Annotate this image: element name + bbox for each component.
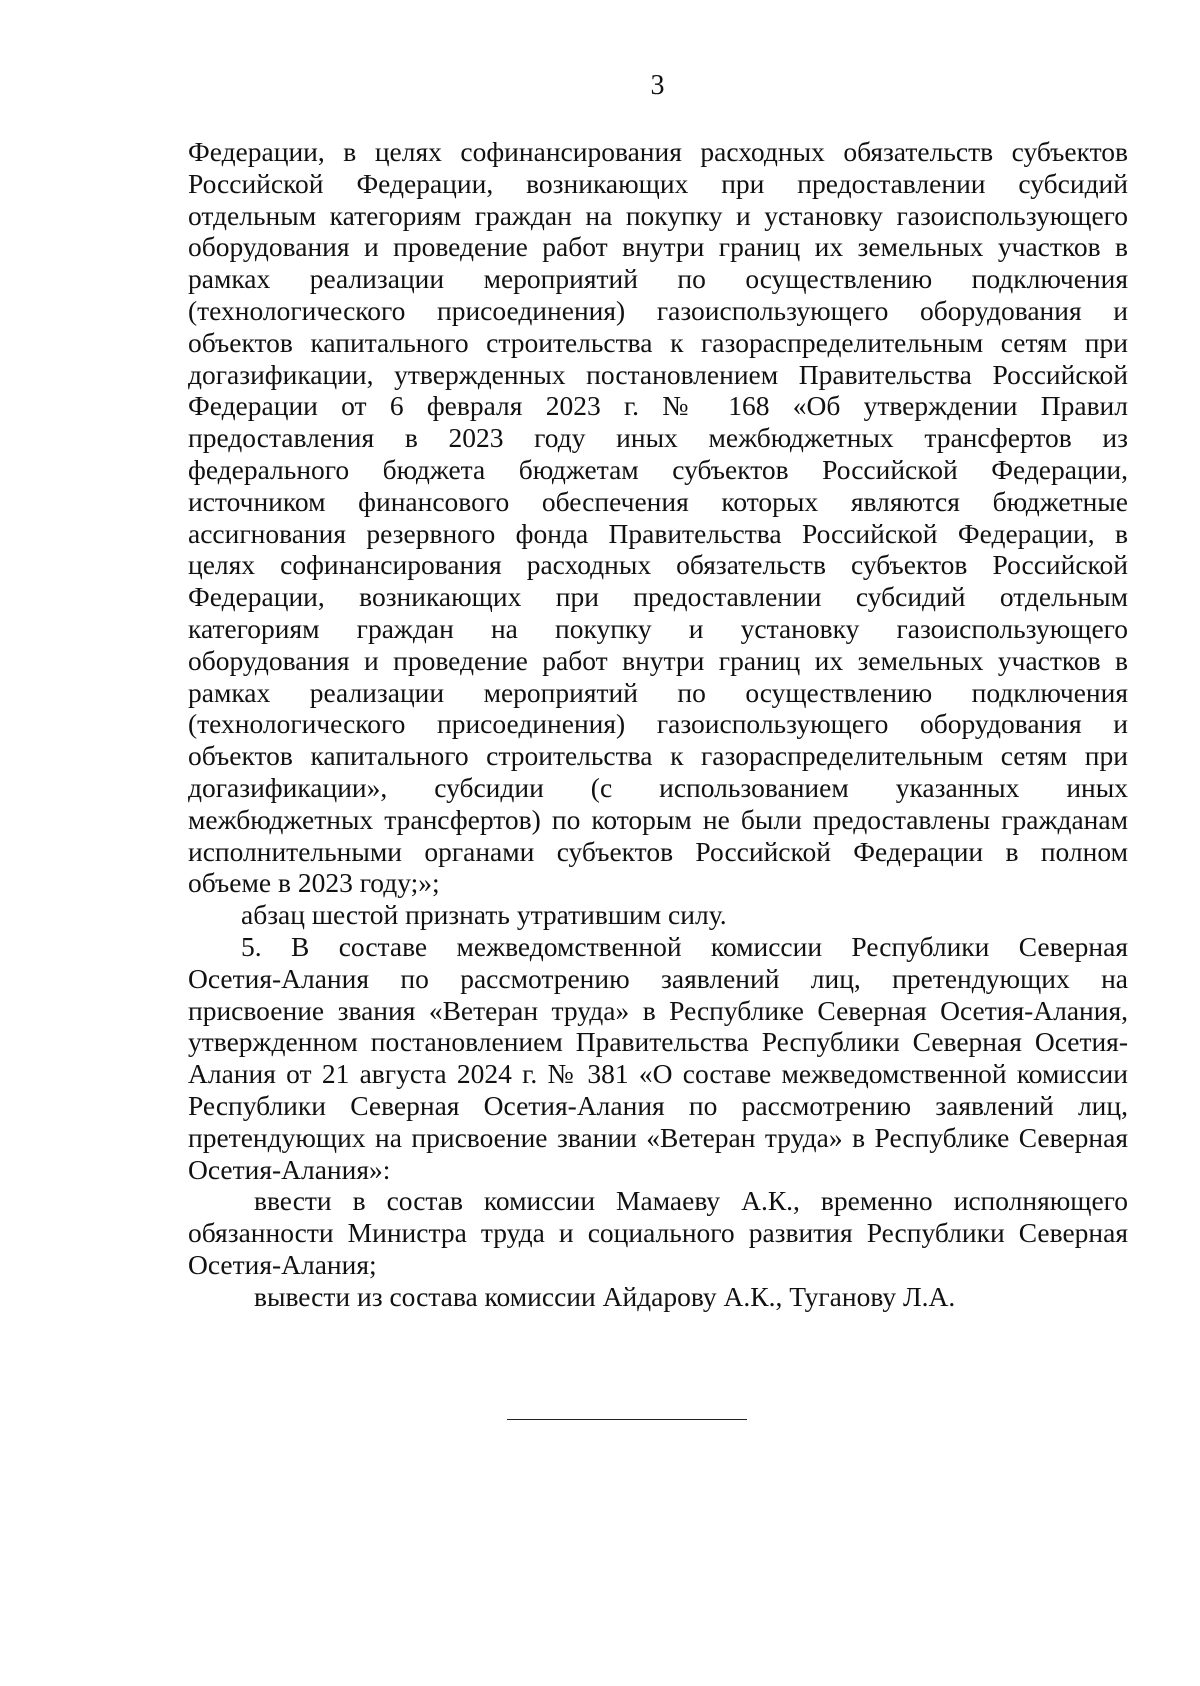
paragraph-item-5: 5. В составе межведомственной комиссии Республики Северная [241, 930, 1128, 962]
text-line: категориям граждан на покупку и установку газоиспользующего [188, 612, 1128, 644]
text-line: предоставления в 2023 году иных межбюджетных трансфертов из [188, 422, 1128, 454]
text-line: оборудования и проведение работ внутри границ их земельных участков в [188, 231, 1128, 263]
text-line: Российской Федерации, возникающих при предоставлении субсидий [188, 167, 1128, 199]
text-line: ассигнования резервного фонда Правительства Российской Федерации, в [188, 517, 1128, 549]
text-line: межбюджетных трансфертов) по которым не были предоставлены гражданам [188, 803, 1128, 835]
text-line: догазификации, утвержденных постановлением Правительства Российской [188, 358, 1128, 390]
text-line: Федерации, в целях софинансирования расходных обязательств субъектов [188, 136, 1128, 167]
text-line: целях софинансирования расходных обязательств субъектов Российской [188, 549, 1128, 581]
text-line: обязанности Министра труда и социального развития Республики Северная [188, 1217, 1128, 1249]
text-line: Федерации от 6 февраля 2023 г. № 168 «Об утверждении Правил [188, 390, 1128, 422]
text-line: Алания от 21 августа 2024 г. № 381 «О составе межведомственной комиссии [188, 1058, 1128, 1090]
text-line: Осетия-Алания; [188, 1248, 377, 1280]
text-line: объеме в 2023 году;»; [188, 867, 440, 899]
text-line: рамках реализации мероприятий по осуществлению подключения [188, 676, 1128, 708]
text-line: оборудования и проведение работ внутри границ их земельных участков в [188, 644, 1128, 676]
page-number: 3 [650, 70, 665, 101]
text-line: объектов капитального строительства к газораспределительным сетям при [188, 326, 1128, 358]
paragraph-include: ввести в состав комиссии Мамаеву А.К., временно исполняющего [254, 1185, 1128, 1217]
text-line: (технологического присоединения) газоиспользующего оборудования и [188, 708, 1128, 740]
text-line: присвоение звания «Ветеран труда» в Республике Северная Осетия-Алания, [188, 994, 1128, 1026]
text-line: исполнительными органами субъектов Российской Федерации в полном [188, 835, 1128, 867]
text-line: источником финансового обеспечения которых являются бюджетные [188, 485, 1128, 517]
text-line: объектов капитального строительства к газораспределительным сетям при [188, 740, 1128, 772]
text-line: Осетия-Алания»: [188, 1153, 391, 1185]
paragraph-abzac: абзац шестой признать утратившим силу. [241, 899, 727, 931]
text-line: Республики Северная Осетия-Алания по рассмотрению заявлений лиц, [188, 1089, 1128, 1121]
text-line: Федерации, возникающих при предоставлении субсидий отдельным [188, 581, 1128, 613]
text-line: федерального бюджета бюджетам субъектов Российской Федерации, [188, 453, 1128, 485]
text-line: претендующих на присвоение звании «Ветеран труда» в Республике Северная [188, 1121, 1128, 1153]
text-line: отдельным категориям граждан на покупку и установку газоиспользующего [188, 199, 1128, 231]
text-line: утвержденном постановлением Правительства Республики Северная Осетия- [188, 1026, 1128, 1058]
document-body [188, 136, 1128, 1312]
end-separator-line [507, 1419, 747, 1420]
text-line: рамках реализации мероприятий по осуществлению подключения [188, 263, 1128, 295]
text-line: догазификации», субсидии (с использованием указанных иных [188, 771, 1128, 803]
paragraph-exclude: вывести из состава комиссии Айдарову А.К., Туганову Л.А. [254, 1280, 956, 1312]
text-line: Осетия-Алания по рассмотрению заявлений лиц, претендующих на [188, 962, 1128, 994]
text-line: (технологического присоединения) газоиспользующего оборудования и [188, 294, 1128, 326]
